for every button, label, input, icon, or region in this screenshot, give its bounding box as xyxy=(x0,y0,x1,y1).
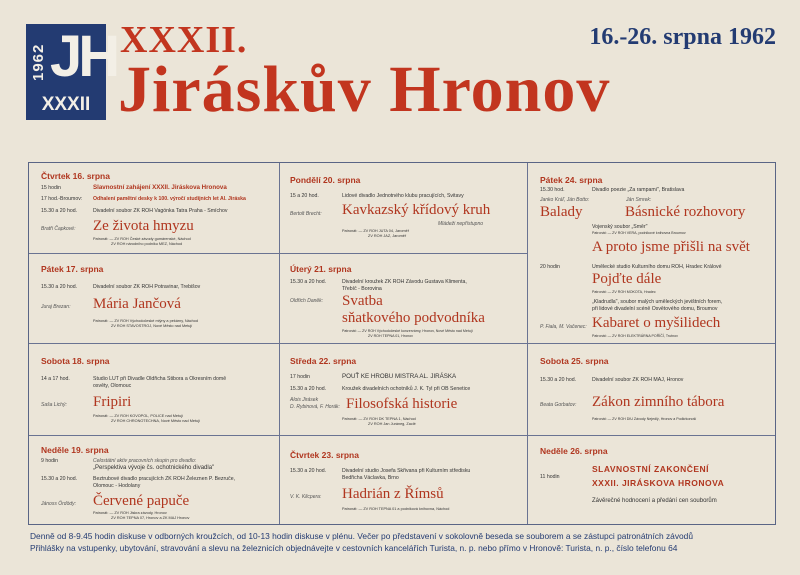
patronage: ZV ROH TEPNA 07, Hronov a ZK MAJ Hronov xyxy=(111,516,190,520)
event-text: při lidové divadelní scéně Osvětového domu, Broumov xyxy=(592,306,718,312)
day-heading: Pátek 24. srpna xyxy=(540,175,603,185)
play-title: Svatba xyxy=(342,293,383,309)
event-text: Umělecké studio Kulturního domu ROH, Hradec Králové xyxy=(592,264,722,270)
event-text: POUŤ KE HROBU MISTRA AL. JIRÁSKA xyxy=(342,373,457,380)
day-cell xyxy=(29,163,280,254)
festival-dates: 16.-26. srpna 1962 xyxy=(589,24,776,50)
day-cell xyxy=(528,344,775,436)
play-title: Ze života hmyzu xyxy=(93,218,194,234)
play-title: Mária Jančová xyxy=(93,296,181,312)
event-text: Bedřicha Václavka, Brno xyxy=(342,475,399,481)
festival-logo xyxy=(26,24,117,120)
event-text: Třebíč - Borovina xyxy=(342,286,382,292)
edition-number: XXXII. xyxy=(120,19,248,61)
play-title: Kabaret o myšilidech xyxy=(592,315,721,331)
patronage: ZV ROH JAZ, Jaroměř xyxy=(368,234,407,238)
day-heading: Středa 22. srpna xyxy=(290,356,357,366)
time: 17 hod.-Broumov: xyxy=(41,196,83,202)
author: Jánoss Ördödy: xyxy=(41,501,77,507)
day-heading: Úterý 21. srpna xyxy=(290,264,352,274)
patronage: ZV ROH STAVOSTROJ, Nové Město nad Metují xyxy=(111,324,193,328)
day-cell xyxy=(528,436,775,524)
time: 11 hodin xyxy=(540,474,560,480)
time: 9 hodin xyxy=(41,458,59,464)
author: P. Fiala, M. Vačenec: xyxy=(540,324,587,330)
day-cell xyxy=(29,254,280,344)
patronage: ZV ROH Jan Juráneg, Zaclé xyxy=(368,422,416,426)
time: 20 hodin xyxy=(540,264,560,270)
play-title: Kavkazský křídový kruh xyxy=(342,202,491,218)
play-title: Básnické rozhovory xyxy=(625,204,746,220)
author: Oldřich Daněk: xyxy=(290,298,324,304)
time: 15.30 a 20 hod. xyxy=(290,468,327,474)
day-heading: Čtvrtek 23. srpna xyxy=(290,450,359,460)
event-text: Olomouc - Hodolany xyxy=(93,483,141,489)
age-note: Mládeži nepřístupno xyxy=(438,221,484,227)
event-text: „Perspektiva vývoje čs. ochotnického divadla" xyxy=(93,465,215,471)
event-text: Divadelní studio Josefa Skřivana při Kulturním středisku xyxy=(342,468,471,474)
event-text: Lidové divadlo Jednotného klubu pracujících, Svitavy xyxy=(342,193,464,199)
event-text: Slavnostní zahájení XXXII. Jiráskova Hronova xyxy=(93,184,227,191)
day-cell xyxy=(29,344,280,436)
logo-monogram: JH xyxy=(50,24,117,89)
event-text: Divadelní soubor ZK ROH MAJ, Hronov xyxy=(592,377,684,383)
author: Saša Lichý: xyxy=(41,402,67,408)
day-cell xyxy=(280,344,528,436)
time: 14 a 17 hod. xyxy=(41,376,70,382)
patronage: Patronát: — ZV ROH ELEKTRÁRNA POŘÍČÍ, Trutnov xyxy=(592,334,678,338)
footer-line: Denně od 8-9.45 hodin diskuse v odborných kroužcích, od 10-13 hodin diskuse v plénu. Večer po představení v sokolovně beseda se souborem a se zástupci patronátních závodů xyxy=(30,531,693,541)
event-text: Celostátní aktiv pracovních skupin pro divadlo: xyxy=(93,458,197,464)
event-text: Divadelní kroužek ZK ROH Závodu Gustava Klimenta, xyxy=(342,279,467,285)
play-title: Červené papuče xyxy=(93,493,190,509)
closing-ceremony: SLAVNOSTNÍ ZAKONČENÍ xyxy=(592,464,710,474)
day-cell xyxy=(29,436,280,524)
patronage: Patronát: — ZV ROH České závody gumárenské, Náchod xyxy=(93,237,191,241)
time: 15.30 a 20 hod. xyxy=(41,208,78,214)
day-heading: Pondělí 20. srpna xyxy=(290,175,361,185)
time: 15.30 hod. xyxy=(540,187,565,193)
event-text: „Kladrudla", soubor malých uměleckých jevištních forem, xyxy=(592,299,723,305)
patronage: Patronát: — ZV ROH TEPNA 01 a podniková knihovna, Náchod xyxy=(342,507,450,511)
author: D. Rybinová, F. Horák: xyxy=(290,404,340,410)
time: 15.30 a 20 hod. xyxy=(41,476,78,482)
play-title: Balady xyxy=(540,204,583,220)
day-heading: Neděle 26. srpna xyxy=(540,446,608,456)
time: 15.30 a 20 hod. xyxy=(290,386,327,392)
day-cell xyxy=(280,436,528,524)
event-text: Beztrubové divadlo pracujících ZK ROH Železnen P. Bezruče, xyxy=(93,476,236,482)
day-heading: Čtvrtek 16. srpna xyxy=(41,171,110,181)
author: Ján Smrek: xyxy=(626,197,652,203)
author: Janko Kráľ, Ján Botto: xyxy=(540,197,590,203)
time: 15 hodin xyxy=(41,185,61,191)
event-text: Divadelní soubor ZK ROH Potravinar, Trebišov xyxy=(93,284,201,290)
event-text: Divadlo poezie „Za rampami", Bratislava xyxy=(592,187,685,193)
event-text: Divadelní soubor ZK ROH Vagónka Tatra Praha - Smíchov xyxy=(93,208,228,214)
day-heading: Sobota 18. srpna xyxy=(41,356,110,366)
patronage: Patronát: — ZV ROH DK TEPNA 1, Náchod xyxy=(342,417,416,421)
patronage: Patronát: — ZV ROH MOKOTA, Hradec xyxy=(592,290,656,294)
event-text: osvěty, Olomouc xyxy=(93,383,132,389)
patronage: Patronát: — ZV ROH Východočeské konzervárny, Hronov, Nové Město nad Metují xyxy=(342,329,473,333)
patronage: Patronát: — ZV ROH KOVOPOL, POLICE nad Metují xyxy=(93,414,184,418)
author: Beata Gorbatov: xyxy=(540,402,577,408)
play-title: sňatkového podvodníka xyxy=(342,310,485,326)
footer-info xyxy=(30,530,775,554)
day-cell xyxy=(528,163,775,344)
patronage: Patronát: — ZV ROH DIU Závody Nejedlý, Hronov a Podkrkonoší xyxy=(592,417,697,421)
logo-roman-numeral: XXXII xyxy=(41,94,91,115)
time: 17 hodin xyxy=(290,374,310,380)
time: 15.30 a 20 hod. xyxy=(290,279,327,285)
event-text: Kroužek divadelních ochotníků J. K. Tyl při OB Senetice xyxy=(342,386,471,392)
program-grid xyxy=(28,162,776,525)
play-title: A proto jsme přišli na svět xyxy=(592,239,750,255)
logo-year: 1962 xyxy=(30,43,47,81)
author: Bratři Čapkové: xyxy=(41,226,76,232)
event-text: Studio LUT při Divadle Oldřicha Stibora a Okresním domě xyxy=(93,376,227,382)
time: 15.30 a 20 hod. xyxy=(540,377,577,383)
event-text: Vojenský soubor „Směr" xyxy=(592,224,648,230)
time: 15.30 a 20 hod. xyxy=(41,284,78,290)
patronage: ZV ROH CHRONOTECHNA, Nové Město nad Metují xyxy=(111,419,201,423)
patronage: ZV ROH národního podniku MEZ, Náchod xyxy=(111,242,183,246)
event-text: Odhalení pamětní desky k 100. výročí studijních let Al. Jiráska xyxy=(93,196,246,202)
patronage: Patronát: — ZV ROH Východočeské mlýny a pekárny, Náchod xyxy=(93,319,199,323)
day-cell xyxy=(280,254,528,344)
patronage: Patronát: — ZV ROH VERA, podnikové knihovna Broumov xyxy=(592,231,686,235)
footer-line: Přihlášky na vstupenky, ubytování, stravování a slevu na železnicích objednávejte v cestovních kancelářích Turista, n. p. nebo přímo v Hronově: Turista, n. p., číslo telefonu 64 xyxy=(30,543,678,553)
author: Bertolt Brecht: xyxy=(290,211,322,217)
day-heading: Neděle 19. srpna xyxy=(41,445,109,455)
day-heading: Pátek 17. srpna xyxy=(41,264,104,274)
patronage: Patronát: — ZV ROH Jiskra závody, Hronov xyxy=(93,511,167,515)
day-cell xyxy=(280,163,528,254)
author: Alois Jirásek xyxy=(290,397,319,403)
play-title: Hadrián z Římsů xyxy=(342,486,444,502)
day-heading: Sobota 25. srpna xyxy=(540,356,609,366)
play-title: Pojďte dále xyxy=(592,271,662,287)
play-title: Fripiri xyxy=(93,394,132,410)
play-title: Zákon zimního tábora xyxy=(592,394,725,410)
closing-ceremony: XXXII. JIRÁSKOVA HRONOVA xyxy=(592,478,725,488)
author: Juraj Brezan: xyxy=(41,304,71,310)
play-title: Filosofská historie xyxy=(346,396,458,412)
time: 15 a 20 hod. xyxy=(290,193,319,199)
poster-title: Jiráskův Hronov xyxy=(118,53,611,126)
patronage: ZV ROH TEPNA 01, Hronov xyxy=(368,334,413,338)
author: V. K. Klicpera: xyxy=(290,494,322,500)
patronage: Patronát: — ZV ROH JUTA 04, Jaroměř xyxy=(342,229,410,233)
event-text: Závěrečné hodnocení a předání cen souborům xyxy=(592,498,717,504)
